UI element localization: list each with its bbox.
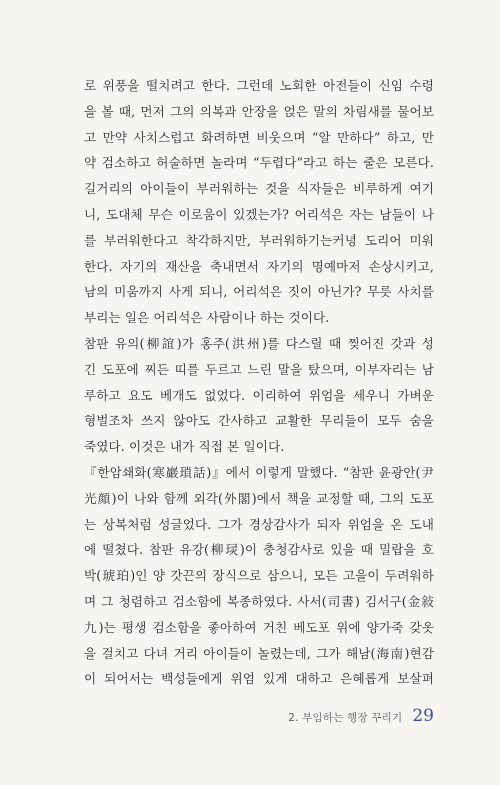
text-line: 약 검소하고 허술하면 놀라며 “두렵다”라고 하는 줄은 모른다.: [84, 155, 434, 171]
text-line: 니, 도대체 무슨 이로움이 있겠는가? 어리석은 자는 남들이 나: [84, 206, 434, 222]
text-line: 루하고 요도 베개도 없었다. 이리하여 위엄을 세우니 가벼운: [84, 387, 434, 403]
running-head: 2. 부임하는 행장 꾸리기: [288, 712, 403, 724]
text-line: 남의 미움까지 사게 되니, 어리석은 짓이 아닌가? 무릇 사치를: [84, 284, 434, 300]
text-line: 『한암쇄화(寒巖瑣話)』에서 이렇게 말했다. “참판 윤광안(尹: [84, 464, 434, 480]
text-line: 형벌조차 쓰지 않아도 간사하고 교활한 무리들이 모두 숨을: [84, 413, 434, 429]
body-text: [84, 73, 434, 692]
text-line: 을 볼 때, 먼저 그의 의복과 안장을 얹은 말의 차림새를 물어보: [84, 103, 434, 119]
text-line: 한다. 자기의 재산을 축내면서 자기의 명예마저 손상시키고,: [84, 258, 434, 274]
text-line: 이 되어서는 백성들에게 위엄 있게 대하고 은혜롭게 보살펴: [84, 671, 434, 687]
text-line: 에 떨쳤다. 참판 유강(柳㻏)이 충청감사로 있을 때 밀랍을 호: [84, 542, 434, 558]
text-line: 光顔)이 나와 함께 외각(外閣)에서 책을 교정할 때, 그의 도포: [84, 490, 434, 506]
text-line: 을 걸치고 다녀 거리 아이들이 놀렸는데, 그가 해남(海南)현감: [84, 645, 434, 661]
text-line: 박(琥珀)인 양 갓끈의 장식으로 삼으니, 모든 고을이 두려워하: [84, 568, 434, 584]
text-line: 긴 도포에 찌든 띠를 두르고 느린 말을 탔으며, 이부자리는 남: [84, 361, 434, 377]
text-line: 고 만약 사치스럽고 화려하면 비웃으며 “알 만하다” 하고, 만: [84, 129, 434, 145]
page-number: 29: [412, 706, 434, 726]
text-line: 九)는 평생 검소함을 좋아하여 거친 베도포 위에 양가죽 갖옷: [84, 619, 434, 635]
text-line: 며 그 청렴하고 검소함에 복종하였다. 사서(司書) 김서구(金敍: [84, 593, 434, 609]
text-line: 를 부러워한다고 착각하지만, 부러워하기는커녕 도리어 미워: [84, 232, 434, 248]
text-line: 는 상복처럼 성글었다. 그가 경상감사가 되자 위엄을 온 도내: [84, 516, 434, 532]
text-line: 길거리의 아이들이 부러워하는 것을 식자들은 비루하게 여기: [84, 181, 434, 197]
text-line: 죽였다. 이것은 내가 직접 본 일이다.: [84, 439, 285, 455]
page-footer: [288, 706, 434, 726]
text-line: 참판 유의(柳誼)가 홍주(洪州)를 다스릴 때 찢어진 갓과 성: [84, 335, 434, 351]
text-line: 로 위풍을 떨치려고 한다. 그런데 노회한 아전들이 신임 수령: [84, 78, 434, 93]
text-line: 부리는 일은 어리석은 사람이나 하는 것이다.: [84, 310, 330, 326]
